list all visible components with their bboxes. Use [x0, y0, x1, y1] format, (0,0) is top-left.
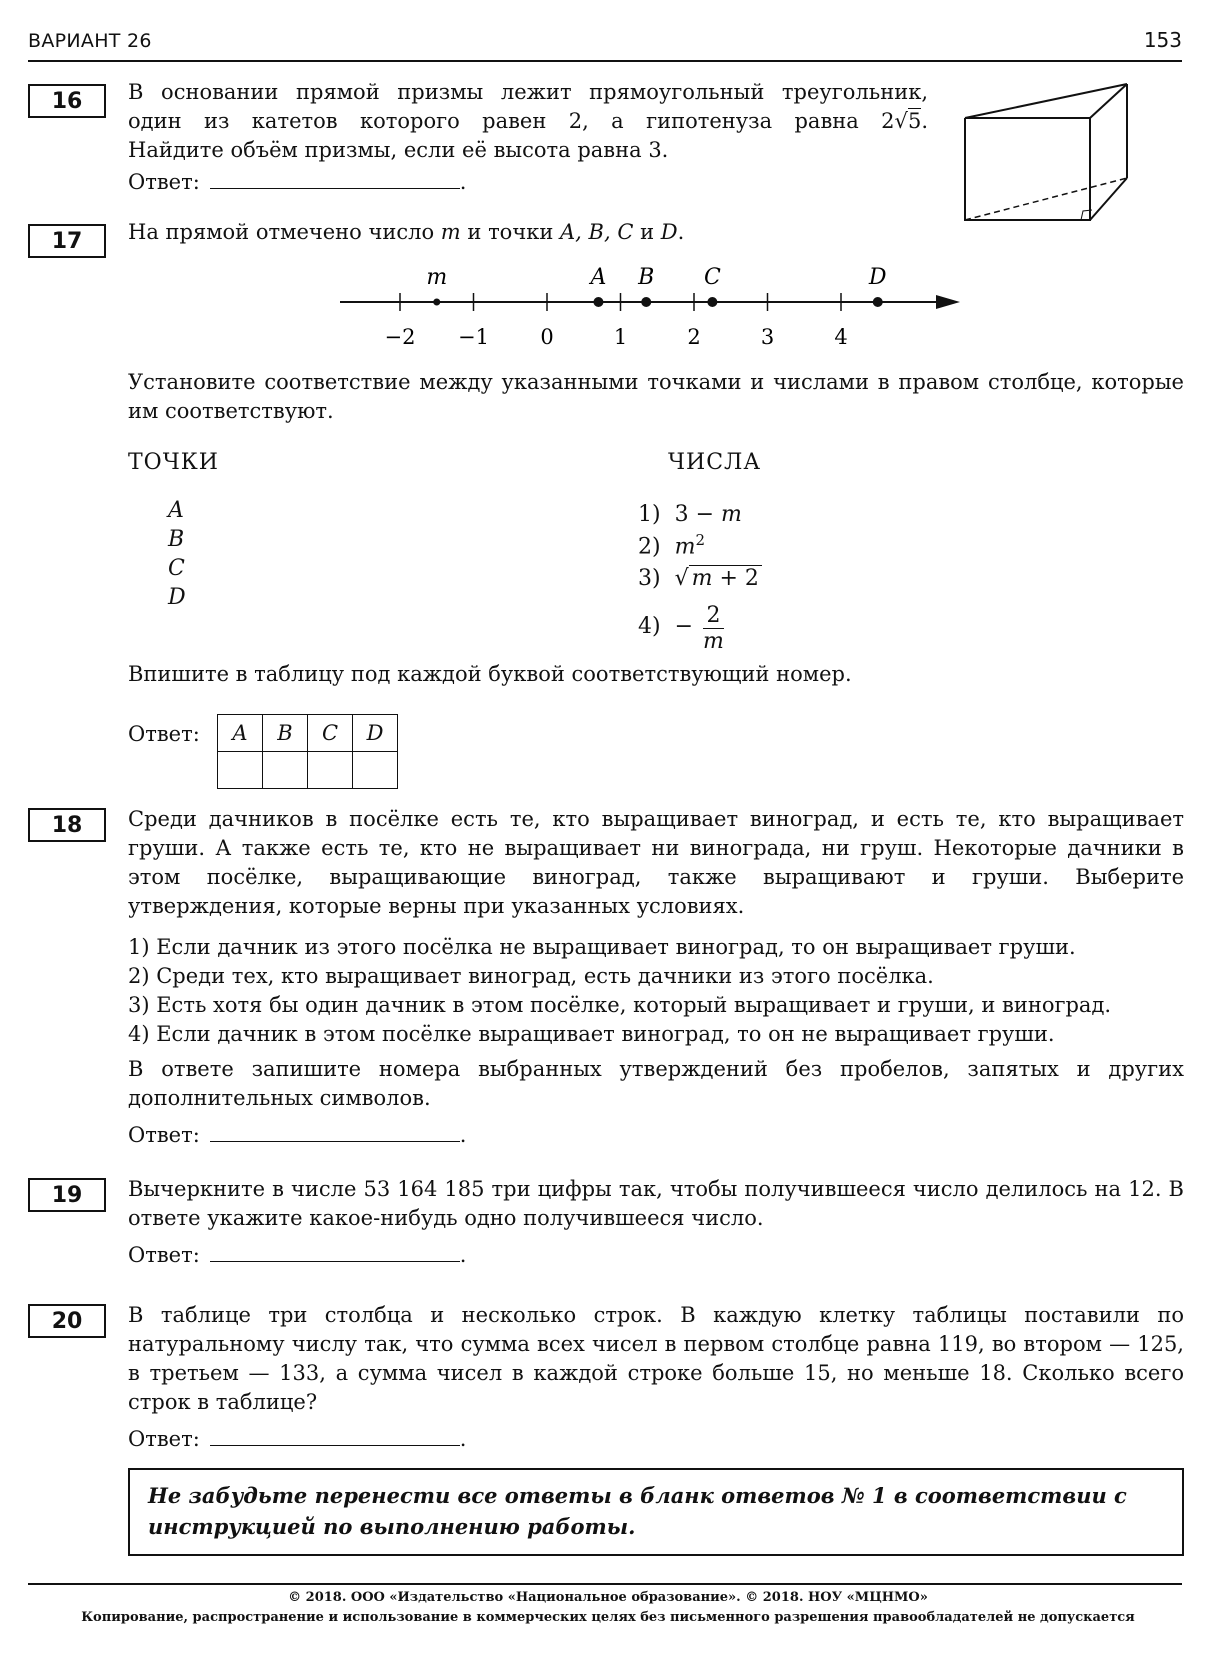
answer-label: Ответ:: [128, 1243, 200, 1267]
q17-intro-mid: и точки: [460, 220, 561, 244]
sqrt-symbol: √: [894, 109, 908, 133]
tick-label: 2: [687, 325, 701, 349]
q16-line2-text: один из катетов которого равен 2, а гипотенуза равна 2: [128, 109, 895, 133]
q17-table-instruction: Впишите в таблицу под каждой буквой соответствующий номер.: [128, 662, 852, 686]
q17-instruction: Установите соответствие между указанными точками и числами в правом столбце, которые им соответствуют.: [128, 370, 1184, 423]
numbers-column-header: ЧИСЛА: [668, 450, 762, 475]
sqrt-symbol: √: [674, 566, 689, 591]
option-4-fraction: [703, 604, 724, 655]
point-label-c: C: [168, 556, 185, 581]
point-m: [433, 299, 440, 306]
header-divider: [28, 60, 1182, 62]
tick-label: 4: [834, 325, 848, 349]
q19-answer: Ответ: .: [128, 1243, 467, 1267]
point-label-b: B: [638, 265, 655, 290]
q16-answer-line[interactable]: [210, 168, 460, 189]
point-label-a: A: [168, 498, 184, 523]
point-label-c: C: [703, 265, 721, 290]
q17-intro-points: A, B, C: [560, 220, 634, 244]
q18-answer: Ответ: .: [128, 1123, 467, 1147]
answer-cell-b[interactable]: [263, 752, 308, 789]
question-number-18: 18: [28, 808, 106, 842]
q20-answer-line[interactable]: [210, 1425, 460, 1446]
answer-label: Ответ:: [128, 1123, 200, 1147]
footer-divider: [28, 1583, 1182, 1585]
footer-copyright: © 2018. ООО «Издательство «Национальное образование». © 2018. НОУ «МЦНМО»: [288, 1590, 928, 1605]
q19-text: Вычеркните в числе 53 164 185 три цифры так, чтобы получившееся число делилось на 12. В ответе укажите какое-нибудь одно получившееся число.: [128, 1177, 1184, 1230]
question-number-20: 20: [28, 1304, 106, 1338]
tick-label: 3: [760, 325, 775, 349]
point-a: [593, 297, 603, 307]
answer-cell-d[interactable]: [353, 752, 398, 789]
question-number-19: 19: [28, 1178, 106, 1212]
tick-label: −1: [458, 325, 489, 349]
question-number-17: 17: [28, 224, 106, 258]
option-3-var: m: [691, 566, 713, 591]
option-1-number: 1): [638, 502, 661, 527]
option-3-radicand: [689, 565, 762, 591]
number-line: [320, 258, 970, 358]
option-1-var: m: [721, 502, 742, 527]
q16-sqrt-value: 5: [907, 109, 922, 133]
option-2-var: m: [674, 534, 696, 560]
number-line-arrow: [936, 295, 960, 309]
q16-line2-end: .: [921, 109, 928, 133]
q19-answer-line[interactable]: [210, 1241, 460, 1262]
q17-intro-text: На прямой отмечено число: [128, 220, 441, 244]
point-b: [641, 297, 651, 307]
option-3-number: 3): [638, 566, 661, 591]
option-2: [638, 531, 705, 559]
q18-instruction: В ответе запишите номера выбранных утверждений без пробелов, запятых и других дополнительных символов.: [128, 1057, 1184, 1110]
question-number-16: 16: [28, 84, 106, 118]
q16-line2: [128, 107, 928, 136]
footer-license: Копирование, распространение и использование в коммерческих целях без письменного разрешения правообладателей не допускается: [81, 1610, 1135, 1625]
option-4-sign: −: [674, 614, 694, 639]
point-label-b: B: [168, 527, 185, 552]
q17-intro: [128, 218, 684, 247]
option-4: [638, 604, 724, 655]
option-3: [638, 566, 762, 591]
page-number: 153: [1143, 28, 1182, 52]
tick-label: 1: [613, 325, 628, 349]
answer-label: Ответ:: [128, 170, 200, 194]
point-label-m: m: [426, 265, 448, 290]
transfer-answers-notice: Не забудьте перенести все ответы в бланк ответов № 1 в соответствии с инструкцией по выполнению работы.: [128, 1468, 1184, 1556]
q18-statement-3: 3) Есть хотя бы один дачник в этом посёлке, который выращивает и груши, и виноград.: [128, 993, 1112, 1017]
q16-line3: Найдите объём призмы, если её высота равна 3.: [128, 138, 669, 162]
prism-top-edge-right: [1090, 84, 1127, 118]
answer-header-b: B: [263, 715, 308, 752]
prism-hidden-edge: [965, 178, 1127, 220]
answer-header-d: D: [353, 715, 398, 752]
prism-top-edge-left: [965, 84, 1127, 118]
answer-label: Ответ:: [128, 1427, 200, 1451]
q18-answer-line[interactable]: [210, 1121, 460, 1142]
point-label-d: D: [168, 585, 186, 610]
prism-bottom-edge-right: [1090, 178, 1127, 220]
tick-label: 0: [540, 325, 554, 349]
point-c: [707, 297, 717, 307]
option-2-exponent: 2: [695, 531, 706, 549]
q17-answer-table: [217, 714, 398, 789]
option-4-denominator: m: [703, 629, 724, 654]
point-label-a: A: [590, 265, 607, 290]
q18-statement-2: 2) Среди тех, кто выращивает виноград, есть дачники из этого посёлка.: [128, 964, 934, 988]
q16-text: [128, 78, 928, 165]
answer-cell-c[interactable]: [308, 752, 353, 789]
option-1: [638, 502, 742, 527]
prism-figure: [955, 78, 1135, 228]
variant-title: ВАРИАНТ 26: [28, 30, 152, 52]
q17-intro-and: и: [633, 220, 661, 244]
option-3-rest: + 2: [712, 566, 759, 591]
q20-answer: Ответ: .: [128, 1427, 467, 1451]
tick-label: −2: [384, 325, 416, 349]
q16-line1: В основании прямой призмы лежит прямоугольный треугольник,: [128, 80, 928, 104]
option-4-number: 4): [638, 614, 661, 639]
q17-intro-m: m: [440, 220, 461, 244]
points-column-header: ТОЧКИ: [128, 450, 219, 475]
answer-cell-a[interactable]: [218, 752, 263, 789]
q17-intro-d: D: [660, 220, 678, 244]
q17-intro-end: .: [677, 220, 685, 244]
option-4-numerator: 2: [703, 604, 724, 629]
option-2-number: 2): [638, 534, 661, 560]
answer-header-c: C: [308, 715, 353, 752]
q18-statement-1: 1) Если дачник из этого посёлка не выращивает виноград, то он выращивает груши.: [128, 935, 1076, 959]
q16-answer: Ответ: .: [128, 170, 467, 194]
prism-front-face: [965, 118, 1090, 220]
option-1-text: 3 −: [674, 502, 722, 527]
q18-text: Среди дачников в посёлке есть те, кто выращивает виноград, и есть те, кто выращивает груши. А также есть те, кто не выращивает ни винограда, ни груш. Некоторые дачники в этом посёлке, выращивающие виноград, также выращивают и груши. Выберите утверждения, которые верны при указанных условиях.: [128, 807, 1184, 918]
q20-text: В таблице три столбца и несколько строк. В каждую клетку таблицы поставили по натуральному числу так, что сумма всех чисел в первом столбце равна 119, во втором — 125, в третьем — 133, а сумма чисел в каждой строке больше 15, но меньше 18. Сколько всего строк в таблице?: [128, 1303, 1184, 1414]
point-d: [873, 297, 883, 307]
q17-answer-label: Ответ:: [128, 722, 200, 746]
answer-header-a: A: [218, 715, 263, 752]
q18-statement-4: 4) Если дачник в этом посёлке выращивает виноград, то он не выращивает груши.: [128, 1022, 1055, 1046]
point-label-d: D: [868, 265, 887, 290]
